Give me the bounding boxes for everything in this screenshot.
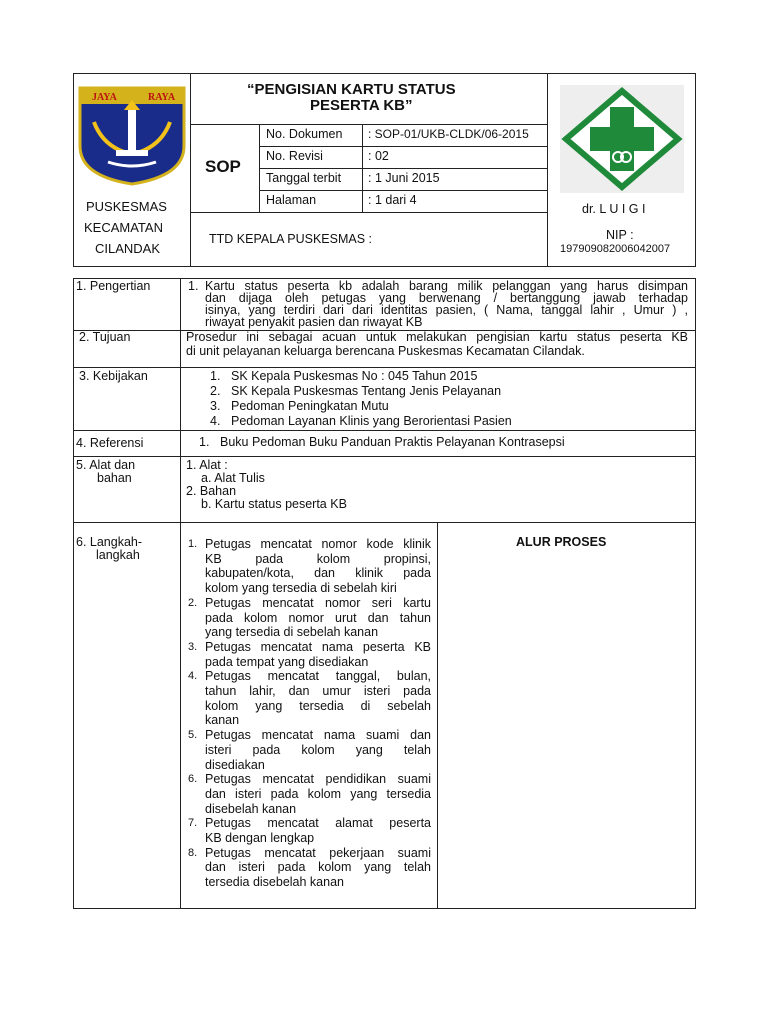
ttd-label: TTD KEPALA PUSKESMAS : [209,232,373,246]
signer-name: dr. L U I G I [582,202,646,216]
divider [73,367,696,368]
pengertian-num: 1. [188,279,199,293]
step-number: 3. [188,640,198,653]
referensi-num: 1. [199,435,210,449]
step-line: KB dengan lengkap [205,831,315,845]
tujuan-line: di unit pelayanan keluarga berencana Puskesmas Kecamatan Cilandak. [186,344,585,358]
step-number: 4. [188,670,198,683]
step-line: KB pada kolom propinsi, [205,551,431,566]
kebijakan-item: Pedoman Layanan Klinis yang Berorientasi Pasien [231,414,512,428]
alat-line: a. Alat Tulis [201,471,265,485]
label-tujuan: 2. Tujuan [79,330,131,344]
step-line: kolom yang tersedia di sebelah kiri [205,581,397,596]
divider [73,522,696,523]
divider [73,456,696,457]
step-line: kanan [205,713,240,728]
org-name-line1: PUSKESMAS [86,199,167,214]
step-line: kabupaten/kota, dan klinik pada [205,566,431,581]
logo-text-right: RAYA [148,92,176,103]
divider [180,278,181,909]
divider [437,522,438,909]
divider [190,212,547,213]
step-line: disediakan [205,757,265,772]
referensi-item: Buku Pedoman Buku Panduan Praktis Pelayanan Kontrasepsi [220,435,565,449]
divider [259,168,547,169]
doc-label-0: No. Dokumen [266,127,343,141]
green-cross-logo [560,85,684,193]
doc-value-2: : 1 Juni 2015 [368,171,440,185]
step-line: pada tempat yang disediakan [205,654,369,669]
doc-value-0: : SOP-01/UKB-CLDK/06-2015 [368,127,529,141]
logo-text-left: JAYA [92,92,117,103]
alat-line: 1. Alat : [186,458,228,472]
step-line: kolom yang tersedia di sebelah [205,698,431,713]
org-name-line2: KECAMATAN [84,220,163,235]
step-line: yang tersedia di sebelah kanan [205,625,379,640]
alur-proses-title: ALUR PROSES [516,535,607,549]
divider [190,73,191,267]
nip-value: 197909082006042007 [560,243,671,255]
step-number: 1. [188,538,198,550]
divider [259,146,547,147]
doc-label-3: Halaman [266,193,317,207]
step-line: pada kolom nomor urut dan tahun [205,610,431,625]
title-line1: “PENGISIAN KARTU STATUS [247,81,456,98]
kebijakan-item: SK Kepala Puskesmas No : 045 Tahun 2015 [231,369,478,383]
step-line: tersedia disebelah kanan [205,875,344,890]
kebijakan-item: Pedoman Peningkatan Mutu [231,399,389,413]
kebijakan-num: 3. [210,399,221,413]
label-langkah-2: langkah [96,548,140,562]
pengertian-line: dan dijaga oleh petugas yang berwenang / bertanggung jawab terhadap [205,291,688,305]
step-line: Petugas mencatat nama suami dan [205,728,431,743]
step-number: 6. [188,773,198,786]
pengertian-line: Kartu status peserta kb adalah barang milik pelanggan yang harus disimpan [205,279,688,293]
kebijakan-num: 2. [210,384,221,398]
alat-line: 2. Bahan [186,484,237,498]
org-name-line3: CILANDAK [95,241,161,256]
pengertian-line: isinya, yang terdiri dari dari identitas pasien, ( Nama, tanggal lahir , Umur ) , [205,303,688,317]
puskesmas-logo [78,86,186,186]
label-langkah: 6. Langkah- [76,535,143,549]
step-number: 7. [188,817,198,830]
step-line: disebelah kanan [205,801,297,816]
kebijakan-num: 1. [210,369,221,383]
step-line: tahun lahir, dan umur isteri pada [205,684,431,698]
label-referensi: 4. Referensi [76,436,144,450]
sop-label: SOP [205,157,241,176]
label-pengertian: 1. Pengertian [76,279,151,293]
alat-line: b. Kartu status peserta KB [201,497,347,511]
step-line: dan isteri pada kolom yang tersedia [205,786,431,801]
tujuan-line: Prosedur ini sebagai acuan untuk melakukan pengisian kartu status peserta KB [186,330,688,344]
nip-label: NIP : [606,228,634,242]
step-line: Petugas mencatat alamat peserta [205,816,431,831]
pengertian-line: riwayat penyakit pasien dan riwayat KB [205,315,423,329]
divider [190,124,547,125]
divider [73,430,696,431]
title-line2: PESERTA KB” [310,97,413,114]
divider [259,190,547,191]
kebijakan-item: SK Kepala Puskesmas Tentang Jenis Pelayanan [231,384,502,398]
doc-label-2: Tanggal terbit [266,171,342,185]
step-line: Petugas mencatat tanggal, bulan, [205,669,431,684]
step-number: 5. [188,729,198,742]
doc-value-3: : 1 dari 4 [368,193,417,207]
label-alat: 5. Alat dan [76,458,136,472]
step-number: 2. [188,596,198,609]
step-line: Petugas mencatat nama peserta KB [205,639,431,654]
step-line: dan isteri pada kolom yang telah [205,860,431,875]
step-line: Petugas mencatat nomor seri kartu [205,595,431,610]
label-kebijakan: 3. Kebijakan [79,369,148,383]
doc-label-1: No. Revisi [266,149,323,163]
step-line: Petugas mencatat nomor kode klinik [205,537,431,551]
label-bahan: bahan [97,471,132,485]
divider [547,73,548,267]
step-number: 8. [188,846,198,859]
step-line: isteri pada kolom yang telah [205,742,431,757]
step-line: Petugas mencatat pendidikan suami [205,772,431,787]
step-line: Petugas mencatat pekerjaan suami [205,845,431,860]
kebijakan-num: 4. [210,414,221,428]
doc-value-1: : 02 [368,149,389,163]
